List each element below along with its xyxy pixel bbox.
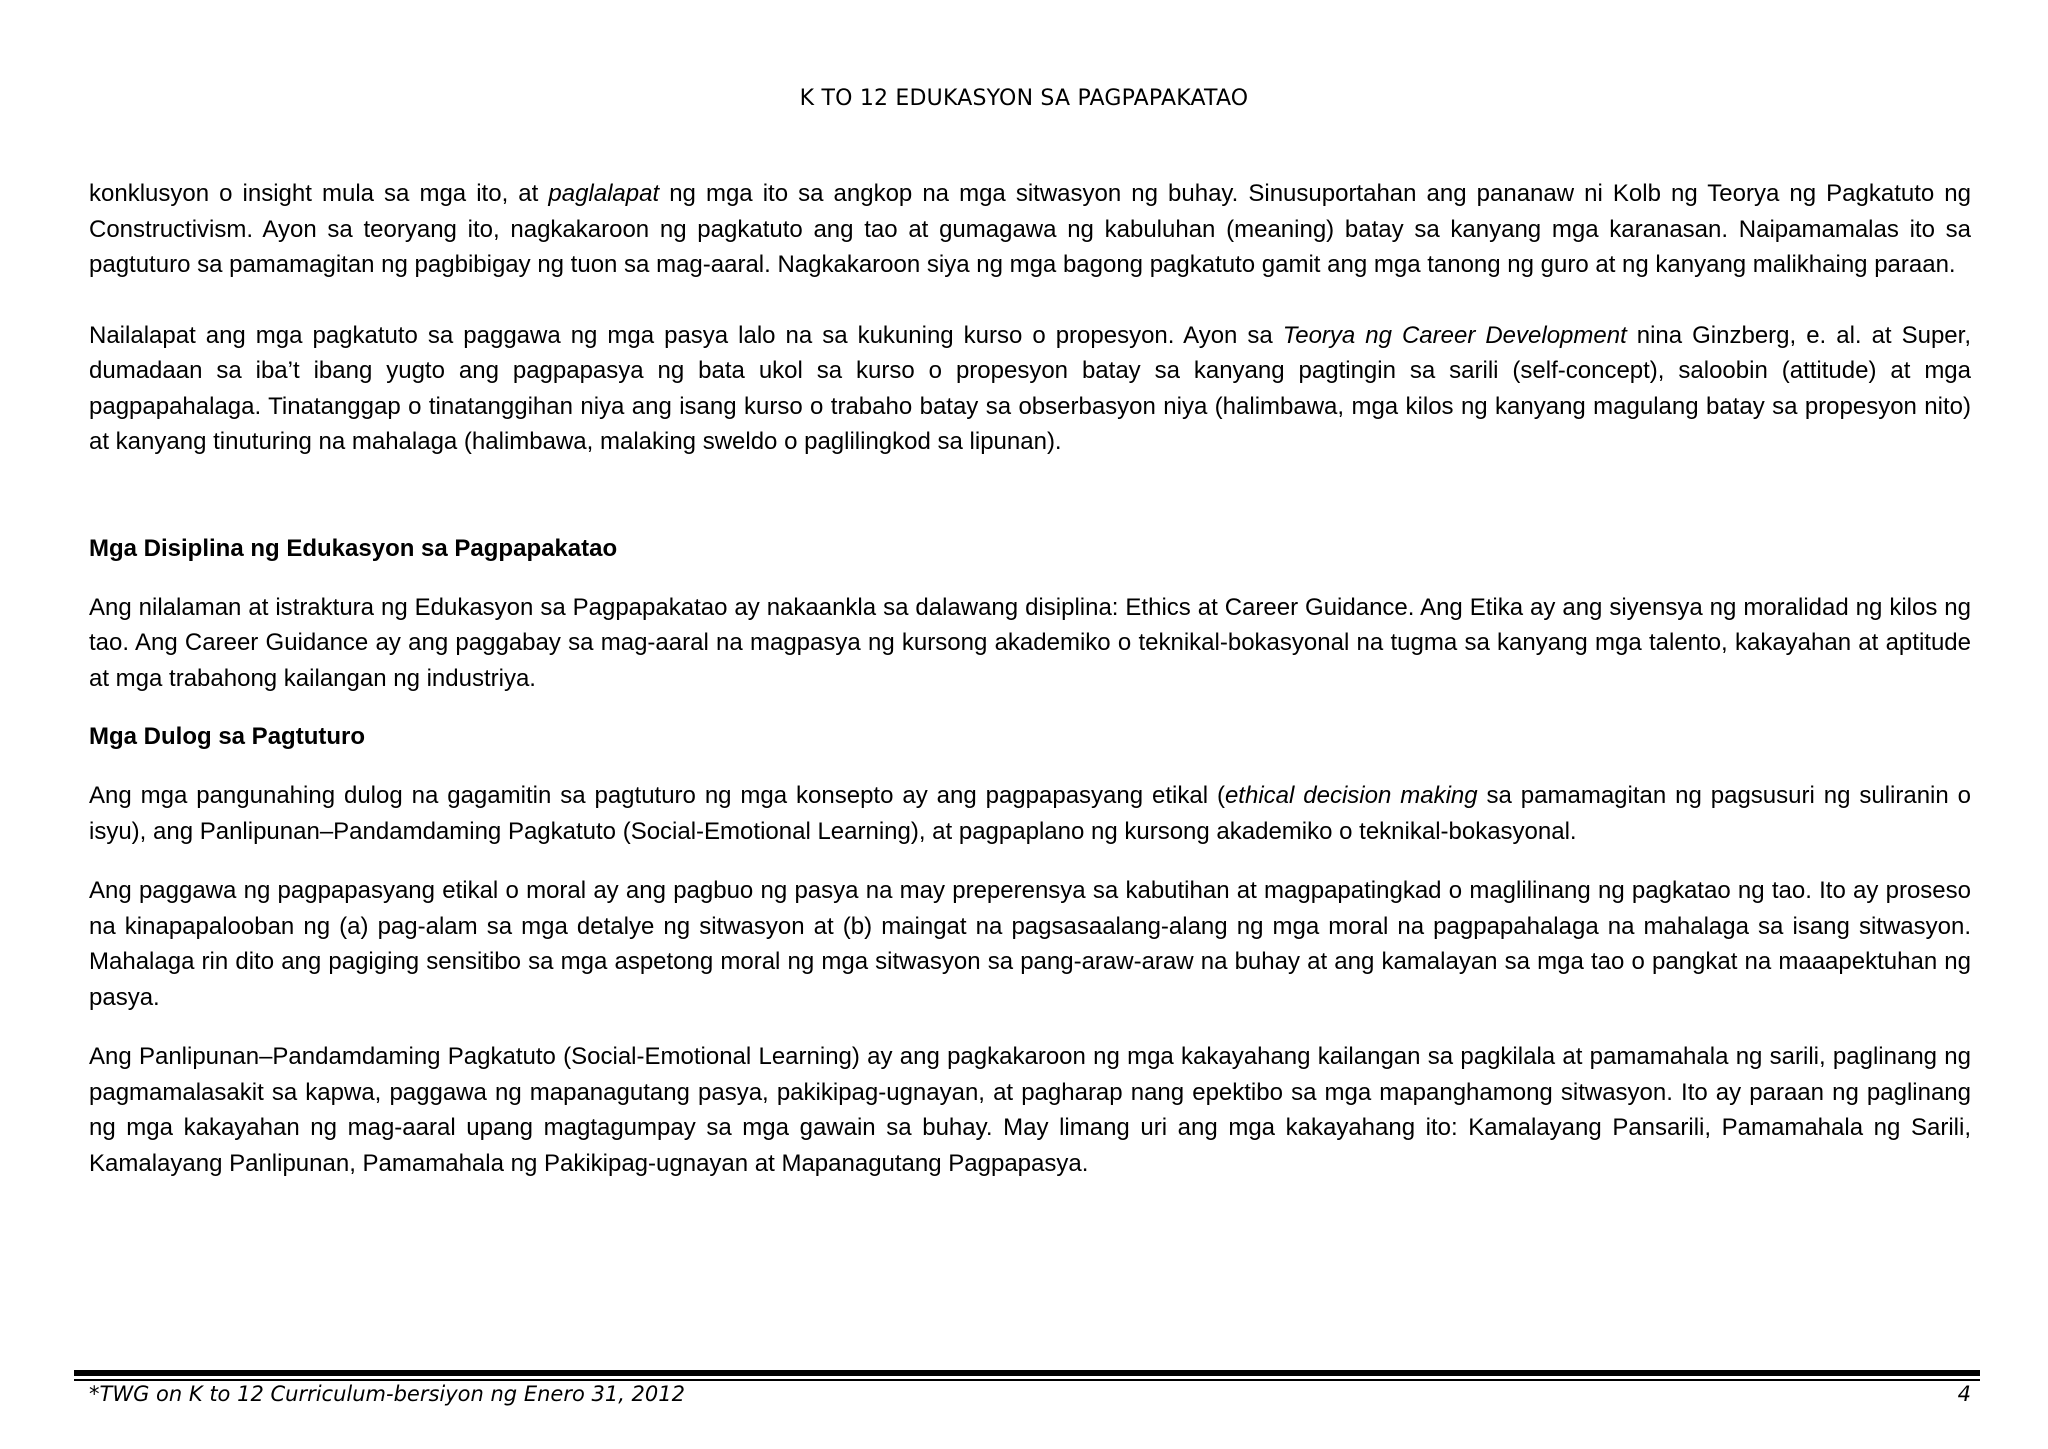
paragraph-text: Ang mga pangunahing dulog na gagamitin sa pagtuturo ng mga konsepto ay ang pagpapasyang etikal ( (89, 782, 1225, 809)
page-header-title: K TO 12 EDUKASYON SA PAGPAPAKATAO (799, 86, 1249, 111)
italic-term: Teorya ng Career Development (1282, 321, 1627, 349)
italic-term: ethical decision making (1224, 782, 1478, 809)
section-heading-dulog: Mga Dulog sa Pagtuturo (89, 723, 365, 750)
paragraph-text: konklusyon o insight mula sa mga ito, at (89, 180, 549, 207)
paragraph-dulog (89, 778, 1971, 849)
paragraph-text: sa pamamagitan ng pagsusuri ng suliranin o isyu), ang Panlipunan–Pandamdaming Pagkatuto (Social-Emotional Learning), at pagpaplano ng kursong akademiko o teknikal-bokasyonal. (89, 782, 1971, 845)
document-body (89, 176, 1971, 1181)
footer-divider-thin (74, 1379, 1980, 1381)
page-number: 4 (1957, 1382, 1971, 1406)
paragraph-text: Nailalapat ang mga pagkatuto sa paggawa ng mga pasya lalo na sa kukuning kurso o propesyon. Ayon sa (89, 321, 1283, 349)
paragraph-disiplina: Ang nilalaman at istraktura ng Edukasyon sa Pagpapakatao ay nakaankla sa dalawang disiplina: Ethics at Career Guidance. Ang Etika ay ang siyensya ng moralidad ng kilos ng tao. Ang Career Guidance ay ang paggabay sa mag-aaral na magpasya ng kursong akademiko o teknikal-bokasyonal na tugma sa kanyang mga talento, kakayahan at aptitude at mga trabahong kailangan ng industriya. (89, 593, 1971, 692)
footer-divider-thick (74, 1370, 1980, 1376)
paragraph-social-emotional-learning: Ang Panlipunan–Pandamdaming Pagkatuto (Social-Emotional Learning) ay ang pagkakaroon ng mga kakayahang kailangan sa pagkilala at pamamahala ng sarili, paglinang ng pagmamalasakit sa kapwa, paggawa ng mapanagutang pasya, pakikipag-ugnayan, at pagharap nang epektibo sa mga mapanghamong sitwasyon. Ito ay paraan ng paglinang ng mga kakayahan ng mag-aaral upang magtagumpay sa mga gawain sa buhay. May limang uri ang mga kakayahang ito: Kamalayang Pansarili, Pamamahala ng Sarili, Kamalayang Panlipunan, Pamamahala ng Pakikipag-ugnayan at Mapanagutang Pagpapasya. (89, 1043, 1971, 1177)
paragraph-text: nina Ginzberg, e. al. at Super, dumadaan sa iba’t ibang yugto ang pagpapasya ng bata ukol sa kurso o propesyon batay sa kanyang pagtingin sa sarili (self-concept), saloobin (attitude) at mga pagpapahalaga. Tinatanggap o tinatanggihan niya ang isang kurso o trabaho batay sa obserbasyon niya (halimbawa, mga kilos ng kanyang magulang batay sa propesyon nito) at kanyang tinuturing na mahalaga (halimbawa, malaking sweldo o paglilingkod sa lipunan). (89, 321, 1971, 455)
paragraph-constructivism (89, 176, 1971, 283)
paragraph-pagpapasyang-etikal: Ang paggawa ng pagpapasyang etikal o moral ay ang pagbuo ng pasya na may preperensya sa kabutihan at magpapatingkad o maglilinang ng pagkatao ng tao. Ito ay proseso na kinapapalooban ng (a) pag-alam sa mga detalye ng sitwasyon at (b) maingat na pagsasaalang-alang ng mga moral na pagpapahalaga na mahalaga sa isang sitwasyon. Mahalaga rin dito ang pagiging sensitibo sa mga aspetong moral ng mga sitwasyon sa pang-araw-araw na buhay at ang kamalayan sa mga tao o pangkat na maaapektuhan ng pasya. (89, 877, 1971, 1011)
italic-term: paglalapat (548, 180, 660, 207)
section-heading-disiplina: Mga Disiplina ng Edukasyon sa Pagpapakatao (89, 534, 618, 562)
paragraph-career-development (89, 318, 1971, 460)
footer-note: *TWG on K to 12 Curriculum-bersiyon ng Enero 31, 2012 (89, 1382, 685, 1406)
paragraph-text: ng mga ito sa angkop na mga sitwasyon ng buhay. Sinusuportahan ang pananaw ni Kolb ng Teorya ng Pagkatuto ng Constructivism. Ayon sa teoryang ito, nagkakaroon ng pagkatuto ang tao at gumagawa ng kabuluhan (meaning) batay sa kanyang mga karanasan. Naipamamalas ito sa pagtuturo sa pamamagitan ng pagbibigay ng tuon sa mag-aaral. Nagkakaroon siya ng mga bagong pagkatuto gamit ang mga tanong ng guro at ng kanyang malikhaing paraan. (89, 180, 1971, 278)
